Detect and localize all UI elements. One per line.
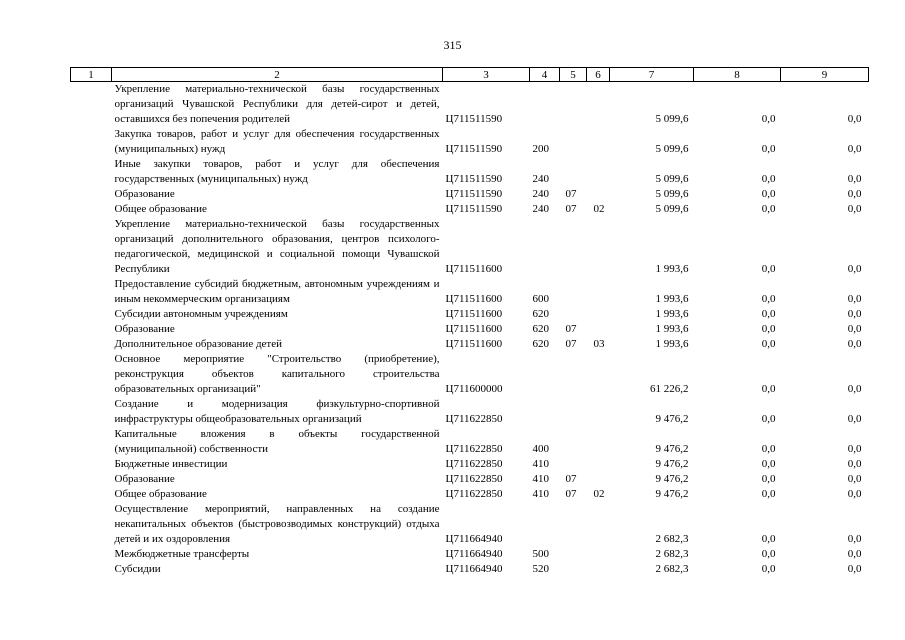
expense-type-code: 240 xyxy=(532,203,549,215)
subsection-code xyxy=(587,307,610,322)
amount-col8: 0,0 xyxy=(761,143,776,155)
row-number-cell xyxy=(71,337,112,352)
amount-col7: 1 993,6 xyxy=(655,263,689,275)
subsection-code xyxy=(587,187,610,202)
amount-col7: 61 226,2 xyxy=(650,383,689,395)
row-number-cell xyxy=(71,397,112,427)
amount-col8: 0,0 xyxy=(761,548,776,560)
subsection-code xyxy=(587,472,610,487)
item-name: Основное мероприятие "Строительство (приобретение), реконструкция объектов капитального строительства образовательных организаций" xyxy=(114,353,440,395)
amount-col8: 0,0 xyxy=(761,563,776,575)
expense-type-code: 410 xyxy=(532,488,549,500)
section-code: 07 xyxy=(565,188,577,200)
section-code: 07 xyxy=(565,473,577,485)
row-number-cell xyxy=(71,352,112,397)
amount-col7: 9 476,2 xyxy=(655,443,689,455)
expense-type-code xyxy=(530,82,560,128)
amount-col8: 0,0 xyxy=(761,203,776,215)
amount-col9: 0,0 xyxy=(847,338,862,350)
row-number-cell xyxy=(71,457,112,472)
amount-col9: 0,0 xyxy=(847,548,862,560)
expense-type-code: 620 xyxy=(532,308,549,320)
expense-type-code: 500 xyxy=(532,548,549,560)
amount-col9: 0,0 xyxy=(847,533,862,545)
amount-col7: 5 099,6 xyxy=(655,143,689,155)
row-number-cell xyxy=(71,322,112,337)
column-header: 1 xyxy=(71,68,112,82)
row-number-cell xyxy=(71,502,112,547)
item-name: Субсидии автономным учреждениям xyxy=(114,308,288,320)
amount-col8: 0,0 xyxy=(761,533,776,545)
amount-col7: 2 682,3 xyxy=(655,548,689,560)
expense-type-code: 410 xyxy=(532,473,549,485)
subsection-code xyxy=(587,352,610,397)
amount-col9: 0,0 xyxy=(847,383,862,395)
row-number-cell xyxy=(71,427,112,457)
amount-col7: 2 682,3 xyxy=(655,563,689,575)
column-header: 8 xyxy=(694,68,781,82)
column-header: 6 xyxy=(587,68,610,82)
row-number-cell xyxy=(71,127,112,157)
subsection-code: 02 xyxy=(593,488,605,500)
subsection-code xyxy=(587,82,610,128)
expense-type-code xyxy=(530,352,560,397)
column-header: 9 xyxy=(781,68,869,82)
subsection-code xyxy=(587,427,610,457)
amount-col9: 0,0 xyxy=(847,488,862,500)
column-header: 5 xyxy=(560,68,587,82)
amount-col9: 0,0 xyxy=(847,203,862,215)
section-code xyxy=(560,427,587,457)
item-name: Создание и модернизация физкультурно-спортивной инфраструктуры общеобразовательных организаций xyxy=(114,398,440,425)
item-name: Иные закупки товаров, работ и услуг для обеспечения государственных (муниципальных) нужд xyxy=(114,158,440,185)
section-code xyxy=(560,307,587,322)
amount-col9: 0,0 xyxy=(847,113,862,125)
amount-col9: 0,0 xyxy=(847,563,862,575)
subsection-code: 02 xyxy=(593,203,605,215)
section-code xyxy=(560,352,587,397)
table-row xyxy=(71,547,869,562)
target-article-code: Ц711511600 xyxy=(445,323,503,335)
target-article-code: Ц711511600 xyxy=(445,293,503,305)
amount-col7: 9 476,2 xyxy=(655,458,689,470)
amount-col9: 0,0 xyxy=(847,143,862,155)
section-code xyxy=(560,82,587,128)
expense-type-code: 400 xyxy=(532,443,549,455)
subsection-code xyxy=(587,127,610,157)
section-code xyxy=(560,277,587,307)
target-article-code: Ц711622850 xyxy=(445,458,503,470)
target-article-code: Ц711511590 xyxy=(445,173,503,185)
section-code xyxy=(560,562,587,577)
row-number-cell xyxy=(71,187,112,202)
row-number-cell xyxy=(71,562,112,577)
expense-type-code: 620 xyxy=(532,323,549,335)
column-header: 4 xyxy=(530,68,560,82)
item-name: Осуществление мероприятий, направленных на создание некапитальных объектов (быстровозводимых конструкций) отдыха детей и их оздоровления xyxy=(114,503,440,545)
table-row xyxy=(71,217,869,277)
target-article-code: Ц711664940 xyxy=(445,563,503,575)
amount-col9: 0,0 xyxy=(847,263,862,275)
subsection-code xyxy=(587,457,610,472)
expense-type-code: 240 xyxy=(532,173,549,185)
amount-col7: 9 476,2 xyxy=(655,473,689,485)
table-row xyxy=(71,157,869,187)
row-number-cell xyxy=(71,472,112,487)
table-row xyxy=(71,277,869,307)
column-header: 2 xyxy=(112,68,443,82)
target-article-code: Ц711664940 xyxy=(445,548,503,560)
subsection-code xyxy=(587,157,610,187)
amount-col7: 9 476,2 xyxy=(655,488,689,500)
target-article-code: Ц711511590 xyxy=(445,188,503,200)
amount-col8: 0,0 xyxy=(761,338,776,350)
amount-col8: 0,0 xyxy=(761,488,776,500)
amount-col7: 1 993,6 xyxy=(655,308,689,320)
section-code: 07 xyxy=(565,338,577,350)
item-name: Общее образование xyxy=(114,203,207,215)
table-row xyxy=(71,487,869,502)
target-article-code: Ц711622850 xyxy=(445,488,503,500)
amount-col7: 5 099,6 xyxy=(655,188,689,200)
table-row xyxy=(71,427,869,457)
target-article-code: Ц711511590 xyxy=(445,203,503,215)
amount-col7: 5 099,6 xyxy=(655,173,689,185)
amount-col9: 0,0 xyxy=(847,443,862,455)
amount-col9: 0,0 xyxy=(847,473,862,485)
amount-col8: 0,0 xyxy=(761,473,776,485)
table-row xyxy=(71,562,869,577)
table-row xyxy=(71,322,869,337)
item-name: Межбюджетные трансферты xyxy=(114,548,250,560)
item-name: Субсидии xyxy=(114,563,161,575)
table-row xyxy=(71,202,869,217)
row-number-cell xyxy=(71,157,112,187)
amount-col9: 0,0 xyxy=(847,458,862,470)
amount-col8: 0,0 xyxy=(761,413,776,425)
item-name: Бюджетные инвестиции xyxy=(114,458,228,470)
section-code xyxy=(560,157,587,187)
expense-type-code: 600 xyxy=(532,293,549,305)
table-row xyxy=(71,457,869,472)
amount-col9: 0,0 xyxy=(847,173,862,185)
target-article-code: Ц711511590 xyxy=(445,143,503,155)
table-row xyxy=(71,187,869,202)
amount-col9: 0,0 xyxy=(847,323,862,335)
target-article-code: Ц711511590 xyxy=(445,113,503,125)
section-code xyxy=(560,547,587,562)
row-number-cell xyxy=(71,277,112,307)
item-name: Образование xyxy=(114,473,175,485)
amount-col8: 0,0 xyxy=(761,443,776,455)
amount-col8: 0,0 xyxy=(761,383,776,395)
target-article-code: Ц711511600 xyxy=(445,308,503,320)
column-header: 7 xyxy=(610,68,694,82)
amount-col7: 1 993,6 xyxy=(655,323,689,335)
item-name: Предоставление субсидий бюджетным, автономным учреждениям и иным некоммерческим организациям xyxy=(114,278,440,305)
table-row xyxy=(71,337,869,352)
expense-type-code xyxy=(530,217,560,277)
amount-col8: 0,0 xyxy=(761,293,776,305)
table-body xyxy=(71,82,869,578)
item-name: Образование xyxy=(114,323,175,335)
amount-col8: 0,0 xyxy=(761,173,776,185)
item-name: Дополнительное образование детей xyxy=(114,338,283,350)
subsection-code xyxy=(587,322,610,337)
amount-col8: 0,0 xyxy=(761,113,776,125)
row-number-cell xyxy=(71,487,112,502)
target-article-code: Ц711664940 xyxy=(445,533,503,545)
expense-type-code: 520 xyxy=(532,563,549,575)
amount-col7: 5 099,6 xyxy=(655,113,689,125)
amount-col8: 0,0 xyxy=(761,263,776,275)
item-name: Общее образование xyxy=(114,488,207,500)
subsection-code xyxy=(587,397,610,427)
page-number: 315 xyxy=(443,38,462,52)
table-row xyxy=(71,352,869,397)
item-name: Закупка товаров, работ и услуг для обеспечения государственных (муниципальных) нужд xyxy=(114,128,440,155)
row-number-cell xyxy=(71,82,112,128)
subsection-code xyxy=(587,502,610,547)
row-number-cell xyxy=(71,202,112,217)
expense-type-code xyxy=(530,502,560,547)
amount-col8: 0,0 xyxy=(761,188,776,200)
section-code: 07 xyxy=(565,203,577,215)
amount-col7: 5 099,6 xyxy=(655,203,689,215)
target-article-code: Ц711511600 xyxy=(445,338,503,350)
table-row xyxy=(71,502,869,547)
section-code: 07 xyxy=(565,323,577,335)
table-row xyxy=(71,127,869,157)
amount-col7: 1 993,6 xyxy=(655,293,689,305)
item-name: Укрепление материально-технической базы государственных организаций дополнительного образования, центров психолого-педагогической, медицинской и социальной помощи Чувашской Республики xyxy=(114,218,440,275)
expense-type-code: 410 xyxy=(532,458,549,470)
item-name: Образование xyxy=(114,188,175,200)
subsection-code: 03 xyxy=(593,338,605,350)
subsection-code xyxy=(587,217,610,277)
amount-col9: 0,0 xyxy=(847,413,862,425)
column-header: 3 xyxy=(443,68,530,82)
target-article-code: Ц711600000 xyxy=(445,383,503,395)
item-name: Укрепление материально-технической базы государственных организаций Чувашской Республики для детей-сирот и детей, оставшихся без попечения родителей xyxy=(114,83,440,125)
amount-col7: 9 476,2 xyxy=(655,413,689,425)
item-name: Капитальные вложения в объекты государственной (муниципальной) собственности xyxy=(114,428,440,455)
expense-type-code: 240 xyxy=(532,188,549,200)
table-row xyxy=(71,397,869,427)
table-row xyxy=(71,307,869,322)
subsection-code xyxy=(587,277,610,307)
target-article-code: Ц711622850 xyxy=(445,413,503,425)
amount-col9: 0,0 xyxy=(847,188,862,200)
row-number-cell xyxy=(71,217,112,277)
section-code xyxy=(560,217,587,277)
amount-col7: 2 682,3 xyxy=(655,533,689,545)
amount-col9: 0,0 xyxy=(847,293,862,305)
subsection-code xyxy=(587,547,610,562)
table-header xyxy=(71,68,869,82)
amount-col7: 1 993,6 xyxy=(655,338,689,350)
section-code: 07 xyxy=(565,488,577,500)
target-article-code: Ц711511600 xyxy=(445,263,503,275)
budget-table xyxy=(70,67,869,577)
section-code xyxy=(560,127,587,157)
expense-type-code: 200 xyxy=(532,143,549,155)
amount-col8: 0,0 xyxy=(761,308,776,320)
target-article-code: Ц711622850 xyxy=(445,443,503,455)
subsection-code xyxy=(587,562,610,577)
row-number-cell xyxy=(71,307,112,322)
target-article-code: Ц711622850 xyxy=(445,473,503,485)
table-row xyxy=(71,82,869,128)
row-number-cell xyxy=(71,547,112,562)
amount-col8: 0,0 xyxy=(761,323,776,335)
section-code xyxy=(560,397,587,427)
section-code xyxy=(560,502,587,547)
section-code xyxy=(560,457,587,472)
column-number-row xyxy=(71,68,869,82)
expense-type-code xyxy=(530,397,560,427)
table-row xyxy=(71,472,869,487)
expense-type-code: 620 xyxy=(532,338,549,350)
amount-col8: 0,0 xyxy=(761,458,776,470)
amount-col9: 0,0 xyxy=(847,308,862,320)
